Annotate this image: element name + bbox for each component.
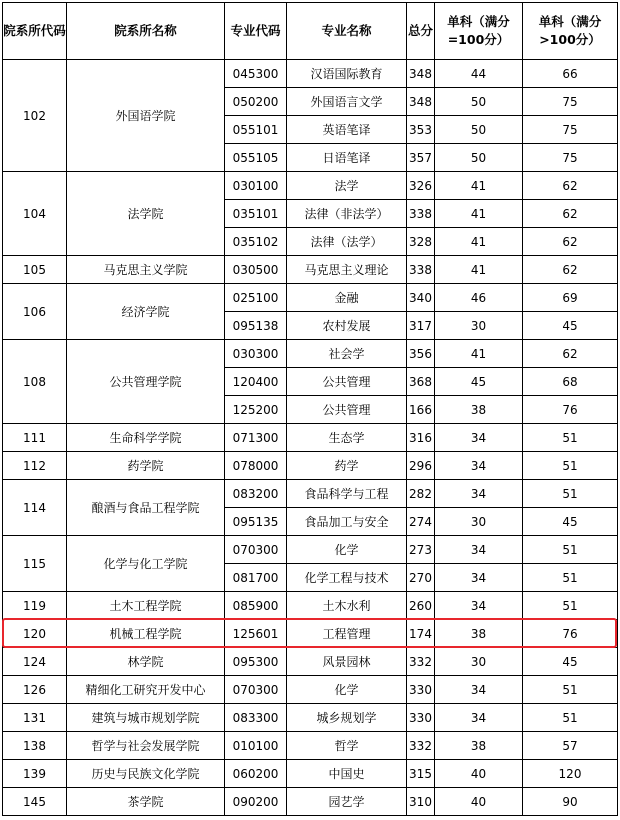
dept-code-cell: 115 [3,536,67,592]
single-over100-cell: 51 [523,424,618,452]
dept-name-cell: 经济学院 [67,284,225,340]
total-cell: 330 [407,676,435,704]
major-name-cell: 金融 [287,284,407,312]
total-cell: 368 [407,368,435,396]
single-100-cell: 34 [435,676,523,704]
table-row [3,676,618,704]
major-code-cell: 060200 [225,760,287,788]
single-over100-cell: 51 [523,452,618,480]
header-row [3,3,618,60]
total-cell: 338 [407,200,435,228]
total-cell: 348 [407,60,435,88]
single-100-cell: 34 [435,424,523,452]
dept-code-cell: 124 [3,648,67,676]
single-100-cell: 40 [435,760,523,788]
dept-code-cell: 105 [3,256,67,284]
single-over100-cell: 62 [523,256,618,284]
single-over100-cell: 51 [523,564,618,592]
total-cell: 316 [407,424,435,452]
single-100-cell: 41 [435,256,523,284]
total-cell: 310 [407,788,435,816]
major-name-cell: 法学 [287,172,407,200]
single-100-cell: 44 [435,60,523,88]
major-code-cell: 070300 [225,536,287,564]
major-name-cell: 中国史 [287,760,407,788]
dept-code-cell: 139 [3,760,67,788]
major-code-cell: 030500 [225,256,287,284]
single-over100-cell: 76 [523,396,618,424]
major-code-cell: 083300 [225,704,287,732]
total-cell: 348 [407,88,435,116]
table-row [3,704,618,732]
header-major-code: 专业代码 [225,3,287,60]
total-cell: 315 [407,760,435,788]
single-over100-cell: 120 [523,760,618,788]
major-name-cell: 法律（法学） [287,228,407,256]
score-table-wrapper [2,2,618,816]
total-cell: 270 [407,564,435,592]
header-single-over100: 单科（满分>100分） [523,3,618,60]
total-cell: 273 [407,536,435,564]
dept-name-cell: 土木工程学院 [67,592,225,620]
single-100-cell: 45 [435,368,523,396]
single-100-cell: 38 [435,396,523,424]
major-name-cell: 英语笔译 [287,116,407,144]
table-row [3,480,618,508]
dept-name-cell: 精细化工研究开发中心 [67,676,225,704]
dept-name-cell: 林学院 [67,648,225,676]
major-name-cell: 外国语言文学 [287,88,407,116]
major-code-cell: 078000 [225,452,287,480]
table-row [3,760,618,788]
single-over100-cell: 76 [523,620,618,648]
table-row [3,452,618,480]
dept-name-cell: 历史与民族文化学院 [67,760,225,788]
table-row [3,60,618,88]
total-cell: 282 [407,480,435,508]
major-name-cell: 法律（非法学） [287,200,407,228]
dept-code-cell: 145 [3,788,67,816]
major-name-cell: 工程管理 [287,620,407,648]
total-cell: 166 [407,396,435,424]
dept-code-cell: 126 [3,676,67,704]
dept-code-cell: 108 [3,340,67,424]
dept-code-cell: 119 [3,592,67,620]
major-name-cell: 日语笔译 [287,144,407,172]
single-100-cell: 40 [435,788,523,816]
dept-code-cell: 114 [3,480,67,536]
total-cell: 356 [407,340,435,368]
table-row [3,172,618,200]
dept-name-cell: 药学院 [67,452,225,480]
single-100-cell: 30 [435,312,523,340]
single-100-cell: 34 [435,536,523,564]
single-over100-cell: 66 [523,60,618,88]
single-over100-cell: 62 [523,340,618,368]
major-code-cell: 083200 [225,480,287,508]
major-code-cell: 030300 [225,340,287,368]
major-code-cell: 095135 [225,508,287,536]
single-over100-cell: 75 [523,116,618,144]
table-row [3,256,618,284]
dept-code-cell: 102 [3,60,67,172]
total-cell: 332 [407,648,435,676]
single-100-cell: 30 [435,648,523,676]
dept-name-cell: 生命科学学院 [67,424,225,452]
total-cell: 296 [407,452,435,480]
total-cell: 332 [407,732,435,760]
dept-code-cell: 138 [3,732,67,760]
single-over100-cell: 51 [523,676,618,704]
header-dept-code: 院系所代码 [3,3,67,60]
major-name-cell: 风景园林 [287,648,407,676]
single-100-cell: 46 [435,284,523,312]
major-code-cell: 125200 [225,396,287,424]
single-100-cell: 50 [435,116,523,144]
dept-name-cell: 马克思主义学院 [67,256,225,284]
single-100-cell: 41 [435,172,523,200]
single-over100-cell: 90 [523,788,618,816]
major-code-cell: 125601 [225,620,287,648]
dept-code-cell: 106 [3,284,67,340]
single-over100-cell: 51 [523,536,618,564]
score-table [2,2,618,816]
total-cell: 357 [407,144,435,172]
dept-name-cell: 外国语学院 [67,60,225,172]
dept-name-cell: 哲学与社会发展学院 [67,732,225,760]
dept-name-cell: 机械工程学院 [67,620,225,648]
single-100-cell: 41 [435,340,523,368]
single-over100-cell: 45 [523,312,618,340]
single-100-cell: 34 [435,704,523,732]
major-name-cell: 哲学 [287,732,407,760]
single-100-cell: 41 [435,200,523,228]
single-100-cell: 34 [435,592,523,620]
dept-name-cell: 法学院 [67,172,225,256]
major-name-cell: 农村发展 [287,312,407,340]
major-name-cell: 食品加工与安全 [287,508,407,536]
single-over100-cell: 57 [523,732,618,760]
table-row [3,284,618,312]
major-name-cell: 公共管理 [287,368,407,396]
single-over100-cell: 75 [523,144,618,172]
major-name-cell: 化学工程与技术 [287,564,407,592]
major-code-cell: 025100 [225,284,287,312]
dept-name-cell: 茶学院 [67,788,225,816]
major-code-cell: 120400 [225,368,287,396]
dept-name-cell: 酿酒与食品工程学院 [67,480,225,536]
single-over100-cell: 51 [523,704,618,732]
table-row [3,732,618,760]
single-100-cell: 34 [435,564,523,592]
major-name-cell: 土木水利 [287,592,407,620]
table-row [3,592,618,620]
header-major-name: 专业名称 [287,3,407,60]
table-row [3,620,618,648]
major-code-cell: 035101 [225,200,287,228]
major-code-cell: 070300 [225,676,287,704]
major-name-cell: 食品科学与工程 [287,480,407,508]
table-row [3,424,618,452]
dept-code-cell: 111 [3,424,67,452]
major-name-cell: 社会学 [287,340,407,368]
major-code-cell: 081700 [225,564,287,592]
dept-name-cell: 建筑与城市规划学院 [67,704,225,732]
total-cell: 174 [407,620,435,648]
dept-code-cell: 131 [3,704,67,732]
header-total: 总分 [407,3,435,60]
total-cell: 338 [407,256,435,284]
major-code-cell: 071300 [225,424,287,452]
dept-name-cell: 化学与化工学院 [67,536,225,592]
major-name-cell: 化学 [287,536,407,564]
major-name-cell: 城乡规划学 [287,704,407,732]
single-100-cell: 30 [435,508,523,536]
total-cell: 340 [407,284,435,312]
dept-name-cell: 公共管理学院 [67,340,225,424]
major-name-cell: 生态学 [287,424,407,452]
single-100-cell: 38 [435,732,523,760]
table-body [3,60,618,816]
single-100-cell: 41 [435,228,523,256]
total-cell: 328 [407,228,435,256]
major-code-cell: 090200 [225,788,287,816]
major-name-cell: 马克思主义理论 [287,256,407,284]
major-code-cell: 055101 [225,116,287,144]
major-code-cell: 045300 [225,60,287,88]
dept-code-cell: 104 [3,172,67,256]
single-over100-cell: 68 [523,368,618,396]
single-100-cell: 50 [435,88,523,116]
single-over100-cell: 45 [523,648,618,676]
dept-code-cell: 120 [3,620,67,648]
table-row [3,340,618,368]
major-code-cell: 050200 [225,88,287,116]
table-row [3,536,618,564]
single-over100-cell: 51 [523,592,618,620]
header-single-100: 单科（满分=100分） [435,3,523,60]
single-over100-cell: 51 [523,480,618,508]
major-code-cell: 010100 [225,732,287,760]
major-code-cell: 095138 [225,312,287,340]
major-code-cell: 085900 [225,592,287,620]
single-100-cell: 34 [435,480,523,508]
major-code-cell: 035102 [225,228,287,256]
major-name-cell: 园艺学 [287,788,407,816]
major-code-cell: 055105 [225,144,287,172]
major-code-cell: 030100 [225,172,287,200]
table-row [3,648,618,676]
table-row [3,788,618,816]
single-100-cell: 34 [435,452,523,480]
total-cell: 353 [407,116,435,144]
header-dept-name: 院系所名称 [67,3,225,60]
total-cell: 317 [407,312,435,340]
single-100-cell: 38 [435,620,523,648]
single-over100-cell: 75 [523,88,618,116]
total-cell: 274 [407,508,435,536]
major-name-cell: 汉语国际教育 [287,60,407,88]
total-cell: 260 [407,592,435,620]
major-name-cell: 化学 [287,676,407,704]
single-over100-cell: 62 [523,200,618,228]
major-name-cell: 公共管理 [287,396,407,424]
major-name-cell: 药学 [287,452,407,480]
single-over100-cell: 62 [523,172,618,200]
major-code-cell: 095300 [225,648,287,676]
total-cell: 326 [407,172,435,200]
single-100-cell: 50 [435,144,523,172]
single-over100-cell: 62 [523,228,618,256]
total-cell: 330 [407,704,435,732]
dept-code-cell: 112 [3,452,67,480]
single-over100-cell: 45 [523,508,618,536]
single-over100-cell: 69 [523,284,618,312]
